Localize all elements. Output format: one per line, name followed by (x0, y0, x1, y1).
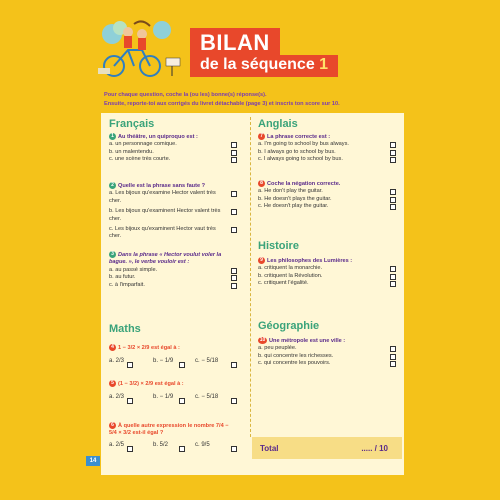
checkbox[interactable] (231, 362, 237, 368)
option-7c[interactable]: c. I always going to school by bus. (258, 156, 396, 163)
checkbox[interactable] (390, 197, 396, 203)
option-10a[interactable]: a. peu peuplée. (258, 345, 396, 352)
option-4b[interactable]: b. − 1/9 (153, 358, 174, 365)
question-7: 7 La phrase correcte est : a. I'm going to school by bus always. b. I always go to school by bus. c. I always going to school by bus. (258, 133, 396, 164)
option-9a[interactable]: a. critiquent la monarchie. (258, 265, 396, 272)
option-6a[interactable]: a. 2/5 (109, 441, 125, 448)
option-5c[interactable]: c. − 5/18 (195, 394, 219, 401)
option-4c[interactable]: c. − 5/18 (195, 358, 219, 365)
option-1c[interactable]: c. une scène très courte. (109, 156, 237, 163)
question-10: 10 Une métropole est une ville : a. peu peuplée. b. qui concentre les richesses. c. qui concentre les pouvoirs. (258, 337, 396, 368)
section-title-geographie: Géographie (258, 320, 320, 332)
total-label: Total (260, 443, 279, 453)
total-score-box (252, 437, 402, 459)
checkbox[interactable] (231, 275, 237, 281)
option-2a[interactable]: a. Les bijoux qu'examine Hector valent très cher. (109, 190, 237, 205)
checkbox[interactable] (231, 209, 237, 215)
option-7a[interactable]: a. I'm going to school by bus always. (258, 141, 396, 148)
question-8: 8 Coche la négation correcte. a. He don't play the guitar. b. He doesn't plays the guitar. c. He doesn't play the guitar. (258, 180, 396, 211)
checkbox[interactable] (390, 361, 396, 367)
checkbox[interactable] (231, 142, 237, 148)
question-6: 6 À quelle autre expression le nombre 7/4 − 5/4 × 3/2 est-il égal ? a. 2/5 b. 5/2 c. 9/5 (109, 422, 237, 456)
checkbox[interactable] (231, 191, 237, 197)
option-2c[interactable]: c. Les bijoux qu'examinent Hector vaut très cher. (109, 226, 237, 241)
checkbox[interactable] (127, 398, 133, 404)
page-number: 14 (86, 456, 100, 466)
option-10b[interactable]: b. qui concentre les richesses. (258, 353, 396, 360)
section-title-anglais: Anglais (258, 118, 298, 130)
page-subtitle: de la séquence 1 (190, 55, 338, 77)
section-title-maths: Maths (109, 323, 141, 335)
option-8c[interactable]: c. He doesn't play the guitar. (258, 203, 396, 210)
option-1b[interactable]: b. un malentendu. (109, 149, 237, 156)
checkbox[interactable] (179, 362, 185, 368)
checkbox[interactable] (231, 446, 237, 452)
title-block (190, 28, 338, 77)
option-3b[interactable]: b. au futur. (109, 274, 237, 281)
option-5a[interactable]: a. 2/3 (109, 394, 125, 401)
option-6b[interactable]: b. 5/2 (153, 441, 169, 448)
question-4: 4 1 − 3/2 × 2/9 est égal à : a. 2/3 b. − 1/9 c. − 5/18 (109, 344, 237, 372)
question-1: 1 Au théâtre, un quiproquo est : a. un personnage comique. b. un malentendu. c. une scène très courte. (109, 133, 237, 164)
option-7b[interactable]: b. I always go to school by bus. (258, 149, 396, 156)
checkbox[interactable] (390, 281, 396, 287)
checkbox[interactable] (390, 204, 396, 210)
option-3a[interactable]: a. au passé simple. (109, 267, 237, 274)
quiz-panel (101, 113, 404, 475)
option-10c[interactable]: c. qui concentre les pouvoirs. (258, 360, 396, 367)
checkbox[interactable] (179, 446, 185, 452)
checkbox[interactable] (390, 274, 396, 280)
checkbox[interactable] (231, 157, 237, 163)
checkbox[interactable] (127, 362, 133, 368)
section-title-histoire: Histoire (258, 240, 299, 252)
checkbox[interactable] (390, 142, 396, 148)
section-title-francais: Français (109, 118, 155, 130)
option-4a[interactable]: a. 2/3 (109, 358, 125, 365)
checkbox[interactable] (390, 150, 396, 156)
option-8b[interactable]: b. He doesn't plays the guitar. (258, 196, 396, 203)
column-divider (250, 117, 251, 437)
checkbox[interactable] (390, 346, 396, 352)
checkbox[interactable] (231, 268, 237, 274)
option-9c[interactable]: c. critiquent l'égalité. (258, 280, 396, 287)
checkbox[interactable] (231, 227, 237, 233)
instructions: Pour chaque question, coche la (ou les) bonne(s) réponse(s). Ensuite, reporte-toi aux corrigés du livret détachable (page 3) et inscris ton score sur 10. (104, 92, 340, 107)
option-6c[interactable]: c. 9/5 (195, 441, 210, 448)
question-5: 5 (1 − 3/2) × 2/9 est égal à : a. 2/3 b. − 1/9 c. − 5/18 (109, 380, 237, 408)
checkbox[interactable] (390, 354, 396, 360)
option-3c[interactable]: c. à l'imparfait. (109, 282, 237, 289)
question-2: 2 Quelle est la phrase sans faute ? a. Les bijoux qu'examine Hector valent très cher. b. Les bijoux qu'examinent Hector valent très cher. c. Les bijoux qu'examinent Hector vaut très cher. (109, 182, 237, 241)
option-2b[interactable]: b. Les bijoux qu'examinent Hector valent très cher. (109, 208, 237, 223)
option-5b[interactable]: b. − 1/9 (153, 394, 174, 401)
page-title: BILAN (190, 28, 280, 56)
total-score[interactable]: ..... / 10 (361, 443, 388, 453)
question-9: 9 Les philosophes des Lumières : a. critiquent la monarchie. b. critiquent la Révolution. c. critiquent l'égalité. (258, 257, 396, 288)
checkbox[interactable] (390, 266, 396, 272)
option-1a[interactable]: a. un personnage comique. (109, 141, 237, 148)
option-8a[interactable]: a. He don't play the guitar. (258, 188, 396, 195)
checkbox[interactable] (231, 398, 237, 404)
checkbox[interactable] (127, 446, 133, 452)
checkbox[interactable] (179, 398, 185, 404)
cyclists-illustration (92, 14, 184, 82)
question-3: 3 Dans la phrase « Hector voulut voler la bague. », le verbe voulоir est : a. au passé simple. b. au futur. c. à l'imparfait. (109, 251, 237, 289)
checkbox[interactable] (231, 283, 237, 289)
checkbox[interactable] (231, 150, 237, 156)
checkbox[interactable] (390, 157, 396, 163)
checkbox[interactable] (390, 189, 396, 195)
option-9b[interactable]: b. critiquent la Révolution. (258, 273, 396, 280)
